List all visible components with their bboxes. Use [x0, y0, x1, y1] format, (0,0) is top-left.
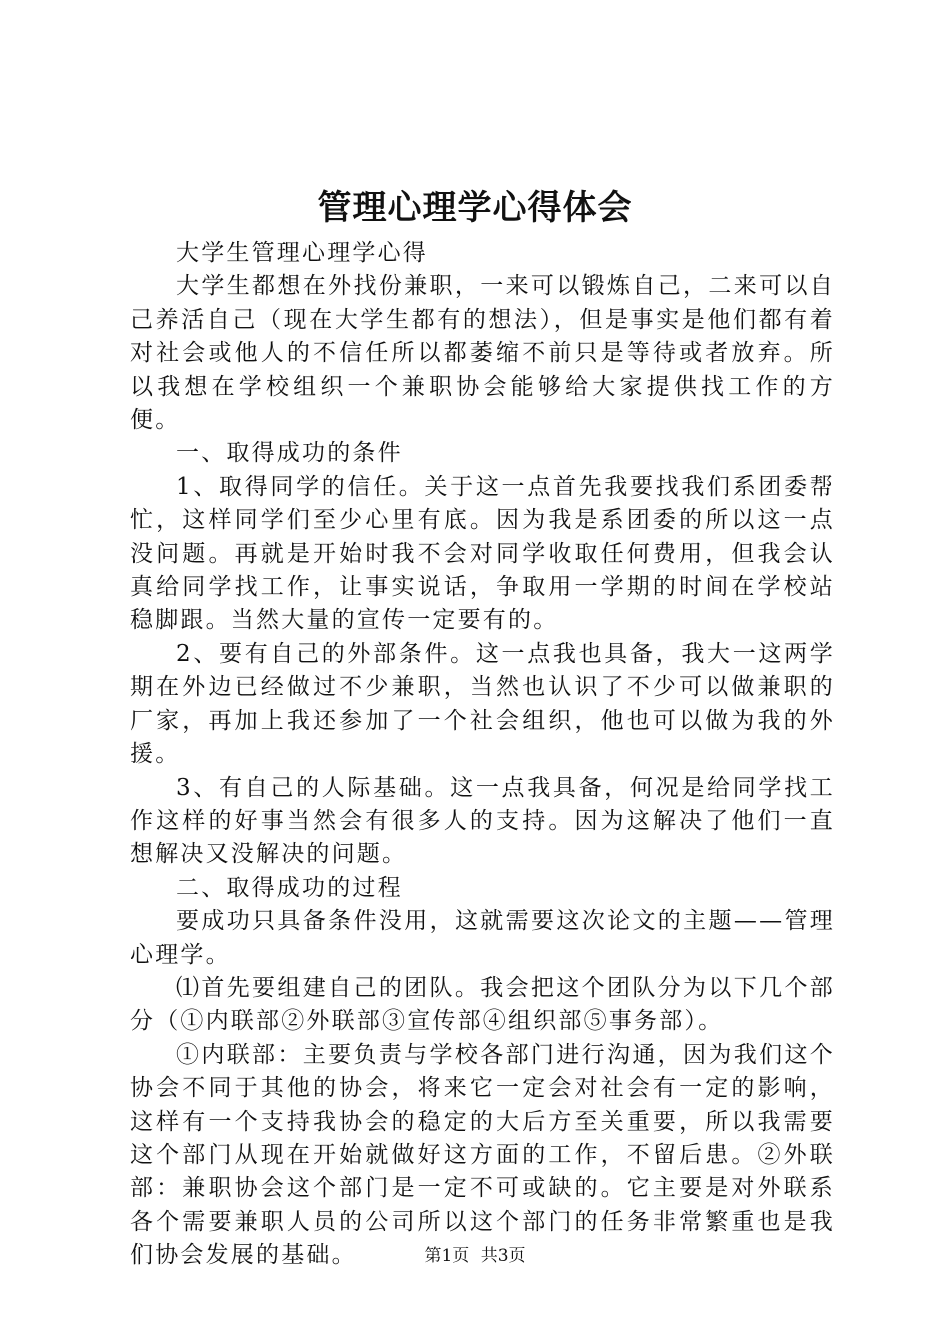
paragraph-condition-3: 3、有自己的人际基础。这一点我具备，何况是给同学找工作这样的好事当然会有很多人的支持。因为这解决了他们一直想解决又没解决的问题。: [130, 774, 835, 868]
paragraph-condition-2: 2、要有自己的外部条件。这一点我也具备，我大一这两学期在外边已经做过不少兼职，当然也认识了不少可以做兼职的厂家，再加上我还参加了一个社会组织，他也可以做为我的外援。: [130, 640, 835, 768]
document-body: [130, 237, 835, 1273]
document-title: 管理心理学心得体会: [317, 188, 633, 228]
paragraph-condition-1: 1、取得同学的信任。关于这一点首先我要找我们系团委帮忙，这样同学们至少心里有底。因为我是系团委的所以这一点没问题。再就是开始时我不会对同学收取任何费用，但我会认真给同学找工作，让事实说话，争取用一学期的时间在学校站稳脚跟。当然大量的宣传一定要有的。: [130, 473, 835, 634]
paragraph-subtitle: 大学生管理心理学心得: [176, 240, 428, 266]
page-number: 第1页: [424, 1246, 470, 1266]
section-heading-process: 二、取得成功的过程: [176, 874, 403, 901]
paragraph-departments: ①内联部：主要负责与学校各部门进行沟通，因为我们这个协会不同于其他的协会，将来它一定会对社会有一定的影响，这样有一个支持我协会的稳定的大后方至关重要，所以我需要这个部门从现在开始就做好这方面的工作，不留后患。②外联部：兼职协会这个部门是一定不可或缺的。它主要是对外联系各个需要兼职人员的公司所以这个部门的任务非常繁重也是我们协会发展的基础。: [130, 1041, 835, 1269]
paragraph-intro: 大学生都想在外找份兼职，一来可以锻炼自己，二来可以自己养活自己（现在大学生都有的想法），但是事实是他们都有着对社会或他人的不信任所以都萎缩不前只是等待或者放弃。所以我想在学校组织一个兼职协会能够给大家提供找工作的方便。: [130, 273, 835, 434]
section-heading-conditions: 一、取得成功的条件: [176, 440, 403, 467]
page-total: 共3页: [480, 1246, 526, 1266]
paragraph-team: ⑴首先要组建自己的团队。我会把这个团队分为以下几个部分（①内联部②外联部③宣传部④组织部⑤事务部）。: [130, 974, 835, 1035]
page-footer: [0, 1244, 950, 1268]
paragraph-process-intro: 要成功只具备条件没用，这就需要这次论文的主题——管理心理学。: [130, 908, 835, 968]
